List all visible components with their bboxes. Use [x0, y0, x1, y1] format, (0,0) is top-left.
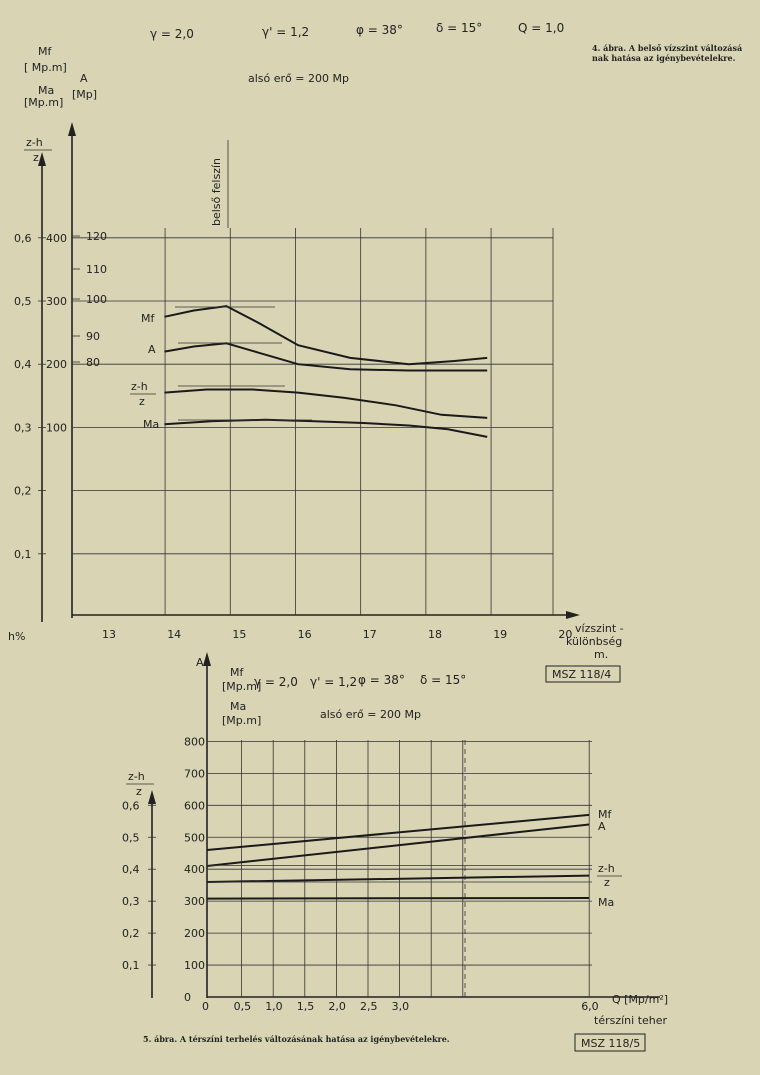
fig5-param-gamma: γ = 2,0	[254, 675, 298, 689]
fig4-ratio-tick-label: 0,5	[14, 295, 32, 308]
fig5-ratio-tick-label: 0,1	[122, 959, 140, 973]
fig4-moment-label-ma: Ma	[38, 84, 55, 97]
fig4-param-gamma: γ = 2,0	[150, 27, 194, 41]
fig5-ratio-den: z	[136, 785, 142, 798]
fig5-x-tick-label: 2,5	[360, 1000, 378, 1013]
fig5-force-tick-label: 800	[184, 735, 205, 749]
fig4-xlabel-line3: m.	[594, 648, 609, 661]
fig4-param-phi: φ = 38°	[356, 23, 403, 37]
fig5-grid	[207, 740, 592, 997]
fig5-series-label: z-h	[598, 862, 615, 875]
fig4-param-q: Q = 1,0	[518, 21, 565, 35]
fig4-series-line	[164, 390, 487, 418]
fig4-caption-line2: nak hatása az igénybevételekre.	[592, 53, 736, 63]
fig4-param-delta: δ = 15°	[436, 21, 483, 35]
fig5-series-group	[207, 808, 622, 909]
fig5-x-tick-label: 3,0	[391, 1000, 410, 1013]
fig4-ratio-tick-label: 0,3	[14, 421, 32, 435]
fig4-ratio-den: z	[33, 151, 39, 164]
fig4-ratio-tick-label: 0,4	[14, 358, 32, 372]
fig5-ratio-tick-label: 0,3	[122, 895, 140, 909]
fig4-force-tick-label: 120	[86, 230, 107, 243]
fig4-x-tick-label: 17	[362, 628, 377, 641]
fig5-moment-label-ma: Ma	[230, 700, 247, 713]
fig4-force-tick-label: 90	[86, 330, 100, 343]
fig4-x-tick-label: 14	[167, 628, 182, 641]
fig4-x-tick-label: 20	[558, 628, 573, 641]
fig4-series-label: Mf	[141, 312, 155, 325]
fig5-left-axis-arrow	[203, 652, 211, 666]
fig4-ratio-tick-label: 0,1	[14, 547, 32, 561]
fig4-stamp: MSZ 118/4	[552, 668, 612, 681]
fig5-series-label: A	[598, 820, 606, 833]
fig4-x-tick-label: 15	[232, 628, 247, 641]
fig4-marker-label: belső felszín	[210, 158, 223, 226]
fig4-series-line	[164, 420, 487, 437]
fig5-ratio-tick-label: 0,4	[122, 863, 140, 877]
fig5-stamp: MSZ 118/5	[581, 1037, 641, 1050]
fig5-x-tick-label: 1,0	[265, 1000, 283, 1013]
fig5-caption: 5. ábra. A térszíni terhelés változásának hatása az igénybevételekre.	[143, 1034, 450, 1044]
fig5-force-tick-label: 100	[184, 959, 205, 973]
fig4-force-tick-label: 110	[86, 263, 107, 276]
fig5-force-tick-label: 600	[184, 799, 205, 813]
fig5-param-gamma-prime: γ' = 1,2	[310, 675, 358, 689]
fig4-ratio-head: z-h	[26, 136, 43, 149]
fig4-caption-line1: 4. ábra. A belső vízszint változásá	[592, 43, 743, 53]
fig5-x-tick-label: 0,5	[233, 1000, 252, 1013]
fig5-force-tick-label: 500	[184, 831, 205, 845]
fig4-moment-tick-label: 100	[46, 421, 67, 435]
fig5-x-tick-label: 2,0	[328, 1000, 346, 1013]
fig5-subtitle: alsó erő = 200 Mp	[320, 708, 421, 721]
fig4-moment-label-mf: Mf	[38, 45, 52, 58]
figure-5	[122, 652, 668, 1051]
fig5-ratio-tick-label: 0,5	[122, 831, 140, 845]
fig5-force-tick-label: 0	[184, 991, 191, 1004]
fig4-moment-tick-label: 200	[46, 358, 67, 372]
fig5-ratio-axis-arrow	[148, 790, 156, 804]
fig4-series-group	[130, 306, 487, 437]
fig5-series-line	[207, 876, 589, 882]
fig5-param-delta: δ = 15°	[420, 673, 467, 687]
fig4-moment-tick-label: 400	[46, 231, 67, 245]
fig4-force-label-unit: [Mp]	[72, 88, 98, 101]
fig4-x-tick-label: 18	[428, 628, 442, 641]
fig5-param-phi: φ = 38°	[358, 673, 405, 687]
fig5-ratio-tick-label: 0,2	[122, 927, 140, 941]
fig4-ticks	[14, 230, 572, 641]
fig4-series-line	[164, 306, 487, 364]
fig4-x-tick-label: 19	[493, 628, 508, 641]
fig4-x-tick-label: 13	[102, 628, 116, 641]
fig4-moment-tick-label: 300	[46, 295, 67, 308]
fig5-force-label: A	[196, 656, 204, 669]
fig4-xlabel-line2: különbség	[566, 635, 623, 648]
fig5-xlabel-desc: térszíni teher	[594, 1014, 668, 1027]
fig4-series-line	[164, 343, 487, 370]
fig5-series-label: Ma	[598, 896, 615, 909]
fig4-force-tick-label: 100	[86, 293, 107, 306]
fig4-x-tick-label: 16	[297, 628, 312, 641]
fig4-subtitle: alsó erő = 200 Mp	[248, 72, 349, 85]
fig4-ratio-foot: h%	[8, 630, 26, 643]
fig4-xlabel-line1: vízszint -	[575, 622, 624, 635]
fig4-ratio-tick-label: 0,6	[14, 231, 32, 245]
fig5-series-line	[207, 898, 589, 899]
fig4-param-gamma-prime: γ' = 1,2	[262, 25, 310, 39]
fig5-x-tick-label: 1,5	[296, 1000, 315, 1013]
figure-4	[8, 21, 742, 682]
fig5-force-tick-label: 700	[184, 767, 205, 781]
fig4-moment-label-mf-unit: [ Mp.m]	[24, 61, 67, 74]
fig5-force-tick-label: 200	[184, 927, 205, 941]
fig5-ratio-tick-label: 0,6	[122, 799, 140, 813]
fig4-moment-label-ma-unit: [Mp.m]	[24, 96, 64, 109]
fig5-x-tick-label: 6,0	[581, 1000, 599, 1013]
fig4-series-label: A	[148, 343, 156, 356]
fig5-moment-label-mf-unit: [Mp.m]	[222, 680, 262, 693]
fig4-force-tick-label: 80	[86, 356, 100, 369]
fig5-moment-label-ma-unit: [Mp.m]	[222, 714, 262, 727]
fig5-moment-label-mf: Mf	[230, 666, 244, 679]
fig5-force-tick-label: 400	[184, 863, 205, 877]
fig4-ratio-axis-arrow	[38, 152, 46, 166]
fig4-force-label: A	[80, 72, 88, 85]
fig5-xlabel-q: Q [Mp/m²]	[612, 993, 669, 1006]
fig5-series-label: Mf	[598, 808, 612, 821]
fig4-left-axis-arrow	[68, 122, 76, 136]
fig4-ratio-tick-label: 0,2	[14, 484, 32, 498]
fig5-ticks	[122, 735, 599, 1013]
fig4-series-label: z	[139, 395, 145, 408]
fig5-ratio-head: z-h	[128, 770, 145, 783]
fig5-x-tick-label: 0	[202, 1000, 209, 1013]
fig4-series-label: Ma	[143, 418, 160, 431]
fig5-force-tick-label: 300	[184, 895, 205, 909]
fig4-series-label: z-h	[131, 380, 148, 393]
fig5-series-label: z	[604, 876, 610, 889]
fig4-x-axis-arrow	[566, 611, 580, 619]
